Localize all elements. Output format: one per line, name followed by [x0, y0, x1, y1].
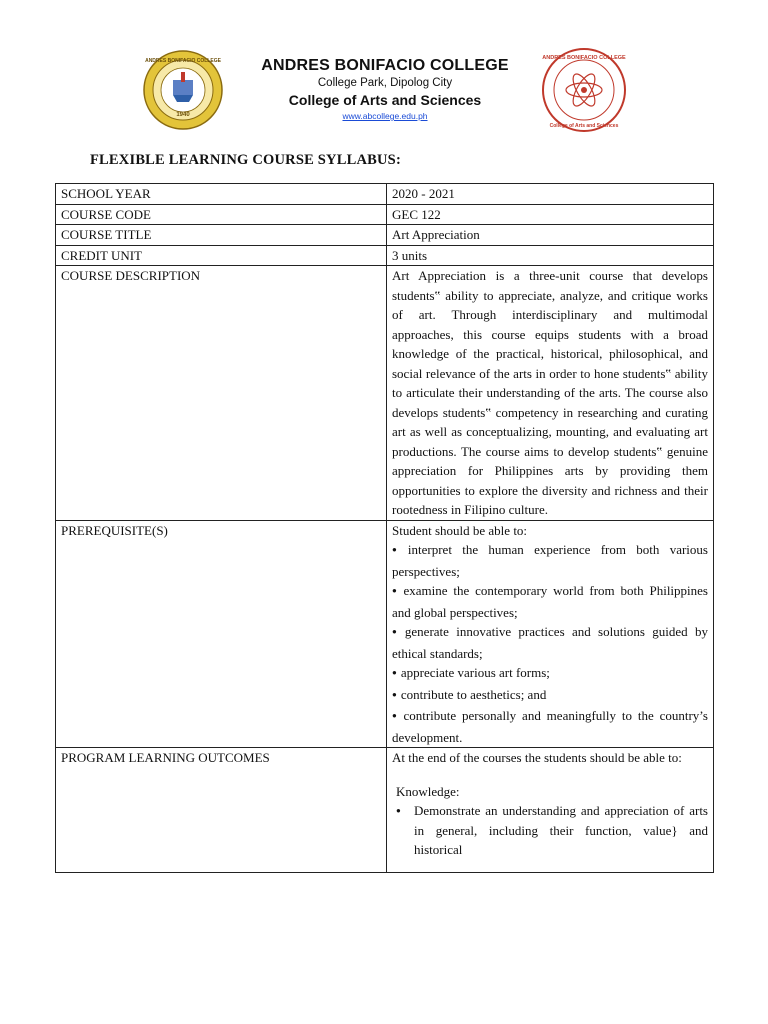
course-description-text: Art Appreciation is a three-unit course that develops students‟ ability to appreciate, analyze, and critique works of art. Through interdisciplinary and multimodal approaches, this course equips students with a broad knowledge of the practical, historical, philosophical, and social relevance of the arts in order to hone students‟ ability to articulate their understanding of the arts. The course also develops students‟ competency in researching and curating art as well as conceptualizing, mounting, and evaluating art productions. The course aims to develop students‟ genuine appreciation for Philippines arts by providing them opportunities to explore the diversity and richness and their rootedness in Filipino culture.	[387, 266, 714, 521]
college-heading	[240, 56, 530, 122]
table-row	[56, 520, 714, 748]
list-item: ● contribute personally and meaningfully to the country’s development.	[392, 706, 708, 747]
row-label: PROGRAM LEARNING OUTCOMES	[56, 748, 387, 873]
row-label: COURSE TITLE	[56, 225, 387, 246]
table-row	[56, 184, 714, 205]
program-outcomes-cell	[387, 748, 714, 873]
program-outcomes-intro: At the end of the courses the students should be able to:	[392, 750, 682, 765]
row-label: COURSE DESCRIPTION	[56, 266, 387, 521]
knowledge-heading: Knowledge:	[396, 783, 460, 799]
seal-bottom-text: College of Arts and Sciences	[549, 123, 619, 129]
list-item: ● generate innovative practices and solutions guided by ethical standards;	[392, 622, 708, 663]
college-seal-left-logo	[143, 50, 223, 130]
row-label: SCHOOL YEAR	[56, 184, 387, 205]
table-row	[56, 245, 714, 266]
seal-text: ANDRES BONIFACIO COLLEGE	[145, 58, 221, 64]
prerequisites-intro: Student should be able to:	[392, 522, 528, 538]
table-row	[56, 204, 714, 225]
prerequisites-cell	[387, 520, 714, 748]
college-unit: College of Arts and Sciences	[288, 92, 482, 108]
document-title: FLEXIBLE LEARNING COURSE SYLLABUS:	[90, 152, 401, 168]
college-website-link[interactable]: www.abcollege.edu.ph	[342, 111, 428, 121]
row-value: 2020 - 2021	[387, 184, 714, 205]
college-seal-right-logo	[541, 47, 627, 133]
row-value: Art Appreciation	[387, 225, 714, 246]
knowledge-list	[392, 801, 708, 860]
row-label: PREREQUISITE(S)	[56, 520, 387, 748]
list-item: ● examine the contemporary world from both Philippines and global perspectives;	[392, 581, 708, 622]
list-item: ● contribute to aesthetics; and	[392, 685, 708, 707]
row-value: 3 units	[387, 245, 714, 266]
row-value: GEC 122	[387, 204, 714, 225]
table-row	[56, 225, 714, 246]
college-address: College Park, Dipolog City	[317, 77, 453, 89]
seal-text: ANDRES BONIFACIO COLLEGE	[542, 55, 626, 61]
table-row	[56, 266, 714, 521]
row-label: CREDIT UNIT	[56, 245, 387, 266]
seal-year: 1940	[176, 112, 190, 118]
list-item: ● appreciate various art forms;	[392, 663, 708, 685]
table-row	[56, 748, 714, 873]
list-item: ● interpret the human experience from both various perspectives;	[392, 540, 708, 581]
college-name: ANDRES BONIFACIO COLLEGE	[261, 57, 509, 74]
list-item: ● Demonstrate an understanding and appreciation of arts in general, including their function, value} and historical	[392, 801, 708, 860]
row-label: COURSE CODE	[56, 204, 387, 225]
document-header	[0, 0, 768, 140]
syllabus-table	[55, 183, 714, 873]
